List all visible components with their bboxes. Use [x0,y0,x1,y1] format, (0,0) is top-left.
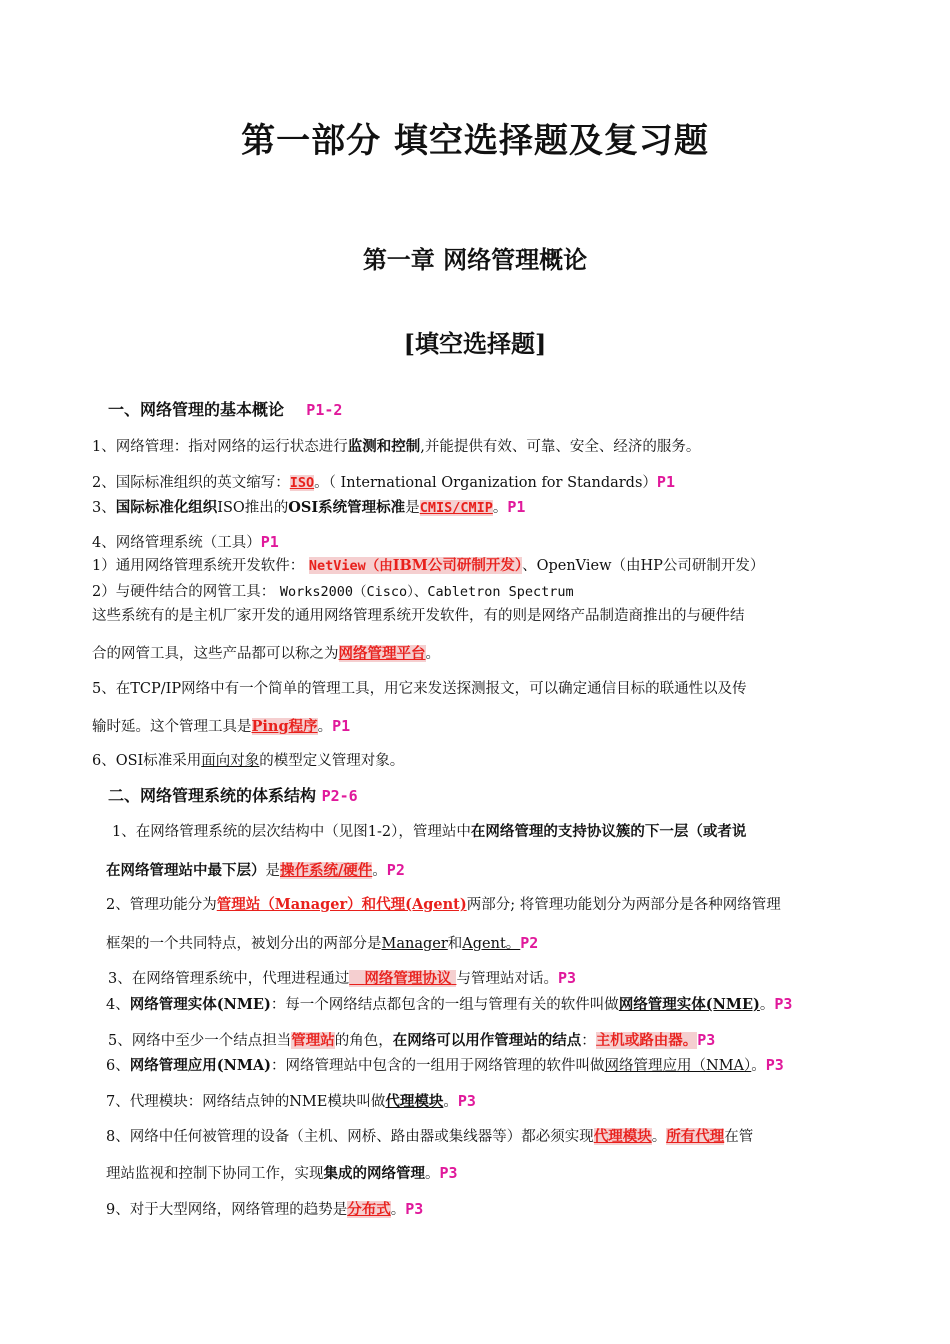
question-6: 6、OSI标准采用面向对象的模型定义管理对象。 [92,753,405,769]
page-ref: P2-6 [321,787,358,805]
question-1: 1、网络管理：指对网络的运行状态进行监测和控制,并能提供有效、可靠、安全、经济的服务。 [92,438,701,455]
item-1-line-1: 1、在网络管理系统的层次结构中（见图1-2），管理站中在网络管理的支持协议簇的下一层（或者说 [112,823,747,840]
page-ref: P2 [386,861,405,879]
answer: NetView（由IBM公司研制开发） [308,557,523,574]
section-heading-1: 一、网络管理的基本概论 P1-2 [108,400,343,419]
page-ref: P1 [507,498,526,516]
question-4-item-1: 1）通用网络管理系统开发软件： NetView（由IBM公司研制开发）、OpenView（由HP公司研制开发） [92,557,765,574]
page-ref: P1-2 [306,401,343,419]
page-ref: P3 [405,1200,424,1218]
page-ref: P1 [332,717,351,735]
page-ref: P1 [260,533,279,551]
answer: 代理模块 [593,1128,652,1145]
item-8-line-2: 理站监视和控制下协同工作，实现集成的网络管理。P3 [106,1164,458,1182]
page-title: 第一部分 填空选择题及复习题 [241,121,709,161]
answer: 所有代理 [666,1128,725,1145]
page-ref: P3 [439,1164,458,1182]
question-4-item-2: 2）与硬件结合的网管工具： Works2000（Cisco）、Cabletron Spectrum [92,584,574,600]
answer: CMIS/CMIP [419,500,493,516]
item-1-line-2: 在网络管理站中最下层）是操作系统/硬件。P2 [106,861,405,879]
answer: 主机或路由器。 [595,1032,698,1049]
section-bracket-title: [填空选择题] [403,329,547,358]
answer: 操作系统/硬件 [280,862,373,879]
page-ref: P3 [457,1092,476,1110]
answer: 网络管理平台 [338,645,426,662]
page-ref: P2 [520,934,539,952]
question-4-text-1: 这些系统有的是主机厂家开发的通用网络管理系统开发软件，有的则是网络产品制造商推出的与硬件结 [92,608,745,624]
item-8-line-1: 8、网络中任何被管理的设备（主机、网桥、路由器或集线器等）都必须实现代理模块。所有代理在管 [106,1128,754,1145]
question-3: 3、国际标准化组织ISO推出的OSI系统管理标准是CMIS/CMIP。P1 [92,498,526,516]
question-4-text-2: 合的网管工具，这些产品都可以称之为网络管理平台。 [92,645,440,662]
answer: 网络管理协议 [349,970,456,987]
item-3: 3、在网络管理系统中，代理进程通过 网络管理协议 与管理站对话。P3 [108,969,577,987]
section-heading-2: 二、网络管理系统的体系结构 P2-6 [108,786,358,805]
answer: 管理站（Manager）和代理(Agent) [216,896,467,913]
item-9: 9、对于大型网络，网络管理的趋势是分布式。P3 [106,1200,424,1218]
question-5-line-2: 输时延。这个管理工具是Ping程序。P1 [92,717,351,735]
page-ref: P3 [557,969,577,987]
question-5-line-1: 5、在TCP/IP网络中有一个简单的管理工具，用它来发送探测报文，可以确定通信目标的联通性以及传 [92,681,747,697]
answer: 管理站 [291,1032,335,1049]
item-5: 5、网络中至少一个结点担当管理站的角色，在网络可以用作管理站的结点：主机或路由器。P3 [108,1031,716,1049]
chapter-title: 第一章 网络管理概论 [362,245,588,274]
item-4: 4、网络管理实体(NME)：每一个网络结点都包含的一组与管理有关的软件叫做网络管理实体(NME)。P3 [106,995,793,1013]
item-2-line-1: 2、管理功能分为管理站（Manager）和代理(Agent)两部分; 将管理功能划分为两部分是各种网络管理 [106,896,781,913]
answer: 分布式 [347,1201,391,1218]
page-ref: P3 [765,1056,784,1074]
item-7: 7、代理模块：网络结点钟的NME模块叫做代理模块。P3 [106,1092,476,1110]
question-4: 4、网络管理系统（工具）P1 [92,533,279,551]
page-ref: P3 [697,1031,716,1049]
question-2: 2、国际标准组织的英文缩写：ISO。（ International Organization for Standards）P1 [92,473,675,491]
page-ref: P1 [656,473,675,491]
answer: Ping程序 [251,718,318,735]
item-6: 6、网络管理应用(NMA)：网络管理站中包含的一组用于网络管理的软件叫做网络管理应用（NMA）。P3 [106,1056,784,1074]
page-ref: P3 [774,995,793,1013]
answer: ISO [289,475,315,491]
item-2-line-2: 框架的一个共同特点，被划分出的两部分是Manager和Agent。P2 [106,934,539,952]
